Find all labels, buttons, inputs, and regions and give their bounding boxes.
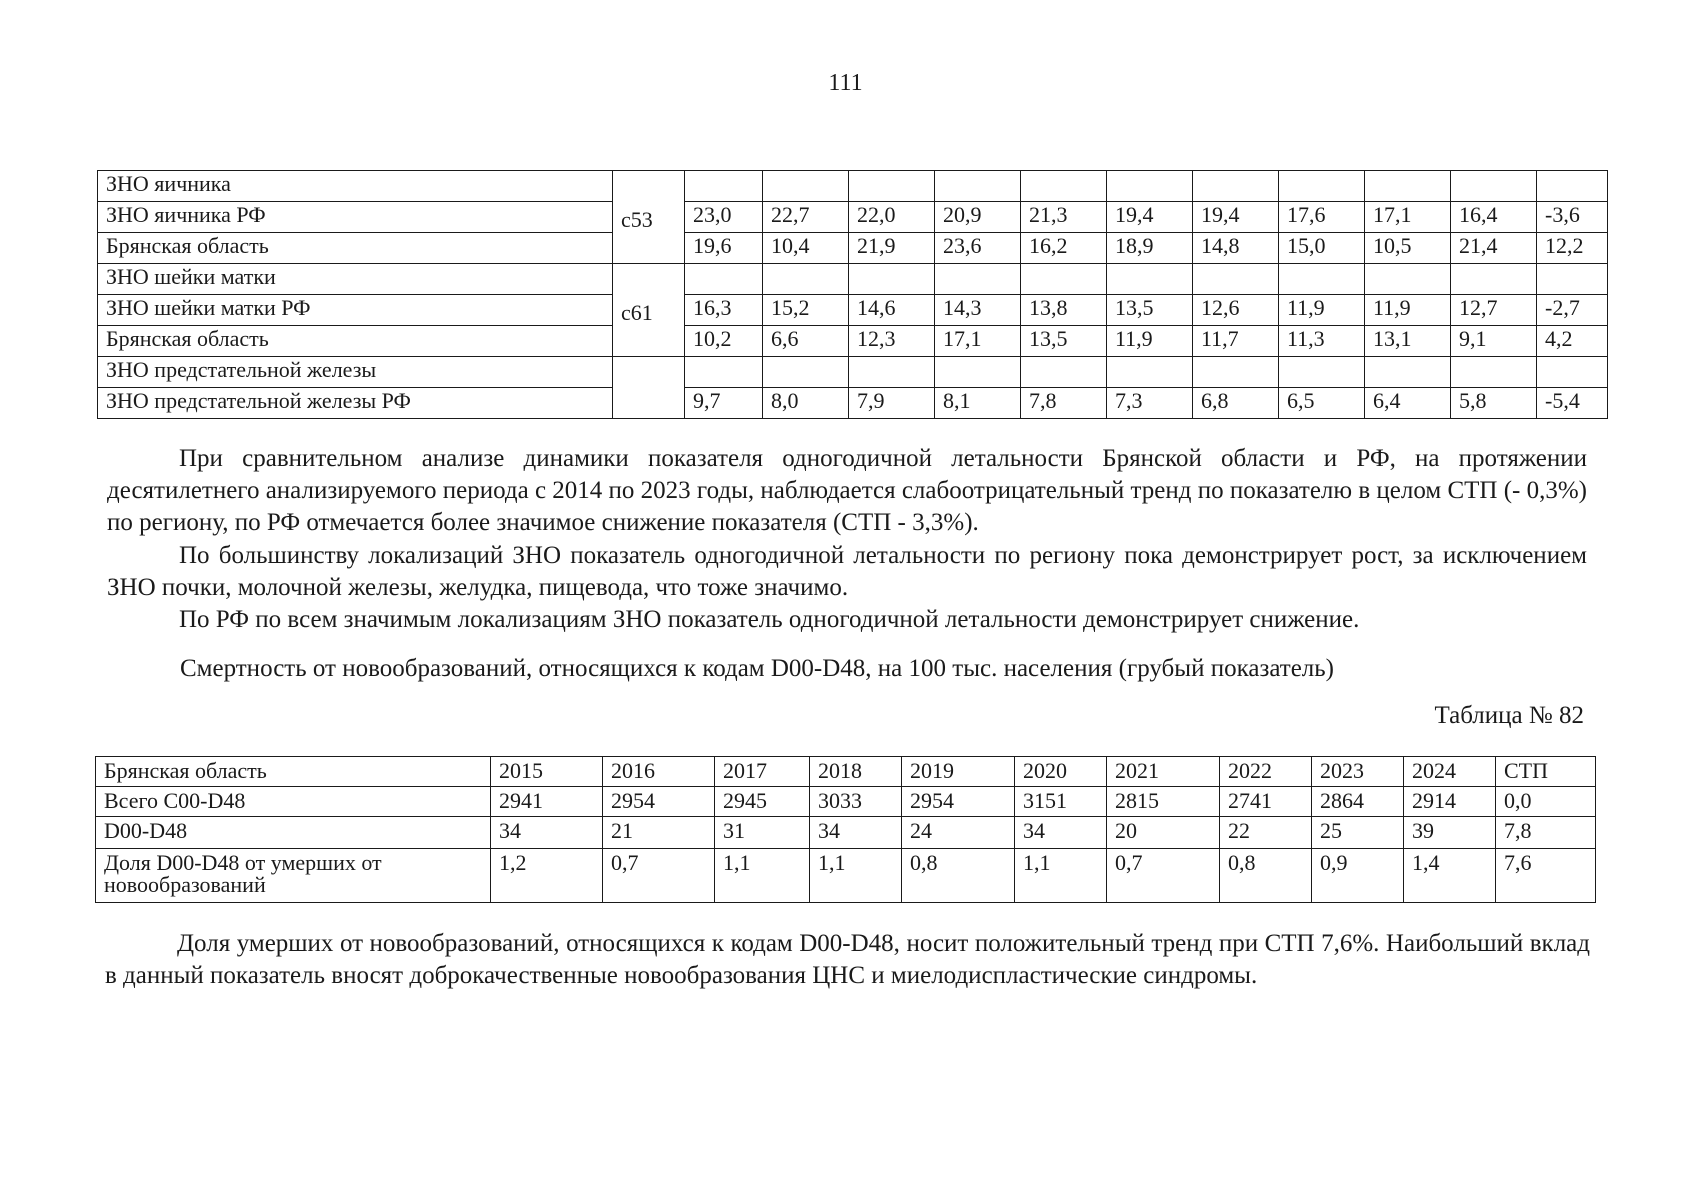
mortality-by-site-table (97, 170, 1608, 419)
value-cell: 14,8 (1193, 233, 1279, 264)
conclusion-paragraph: Доля умерших от новообразований, относящихся к кодам D00-D48, носит положительный тренд при СТП 7,6%. Наибольший вклад в данный показатель вносят доброкачественные новообразования ЦНС и миелодиспластические синдромы. (105, 930, 1590, 989)
value-cell: 22,0 (849, 202, 935, 233)
row-label: Всего C00-D48 (96, 787, 491, 817)
value-cell (1193, 357, 1279, 388)
value-cell (1279, 357, 1365, 388)
value-cell: 17,6 (1279, 202, 1365, 233)
value-cell (1107, 264, 1193, 295)
value-cell: 0,8 (902, 849, 1015, 903)
value-cell (685, 264, 763, 295)
value-cell (763, 357, 849, 388)
value-cell: 10,4 (763, 233, 849, 264)
value-cell: 9,1 (1451, 326, 1537, 357)
table-row (98, 202, 1608, 233)
value-cell (1107, 171, 1193, 202)
value-cell: 7,8 (1496, 817, 1596, 849)
value-cell (1451, 264, 1537, 295)
table-row (96, 817, 1596, 849)
value-cell: 20 (1107, 817, 1220, 849)
value-cell: 6,6 (763, 326, 849, 357)
value-cell: 2914 (1404, 787, 1496, 817)
value-cell: 14,3 (935, 295, 1021, 326)
value-cell: 0,7 (1107, 849, 1220, 903)
value-cell: 23,6 (935, 233, 1021, 264)
table-row (96, 787, 1596, 817)
value-cell: 19,6 (685, 233, 763, 264)
value-cell: 2954 (902, 787, 1015, 817)
table-row (98, 171, 1608, 202)
value-cell: 23,0 (685, 202, 763, 233)
value-cell: 16,2 (1021, 233, 1107, 264)
value-cell: 16,4 (1451, 202, 1537, 233)
value-cell: 1,1 (810, 849, 902, 903)
value-cell: 0,8 (1220, 849, 1312, 903)
value-cell: 4,2 (1537, 326, 1608, 357)
value-cell (763, 264, 849, 295)
value-cell (1193, 264, 1279, 295)
value-cell: 5,8 (1451, 388, 1537, 419)
value-cell: 6,5 (1279, 388, 1365, 419)
row-label: ЗНО яичника РФ (98, 202, 613, 233)
value-cell: 18,9 (1107, 233, 1193, 264)
header-cell: 2024 (1404, 757, 1496, 787)
value-cell: 24 (902, 817, 1015, 849)
value-cell: 1,1 (715, 849, 810, 903)
value-cell: 9,7 (685, 388, 763, 419)
value-cell: 17,1 (935, 326, 1021, 357)
value-cell: 19,4 (1107, 202, 1193, 233)
value-cell: 13,5 (1107, 295, 1193, 326)
table-number-label: Таблица № 82 (1434, 702, 1584, 729)
value-cell: 21,9 (849, 233, 935, 264)
value-cell: 15,2 (763, 295, 849, 326)
table-caption: Смертность от новообразований, относящихся к кодам D00-D48, на 100 тыс. населения (грубый показатель) (180, 655, 1334, 682)
icd-code-cell: c61 (613, 264, 685, 357)
value-cell (935, 357, 1021, 388)
value-cell (1279, 171, 1365, 202)
value-cell (1279, 264, 1365, 295)
value-cell: 11,9 (1107, 326, 1193, 357)
table-row (98, 388, 1608, 419)
value-cell: 0,7 (603, 849, 715, 903)
value-cell: 0,0 (1496, 787, 1596, 817)
value-cell (1193, 171, 1279, 202)
value-cell: 31 (715, 817, 810, 849)
value-cell (849, 357, 935, 388)
header-cell: 2023 (1312, 757, 1404, 787)
value-cell (763, 171, 849, 202)
value-cell: 13,8 (1021, 295, 1107, 326)
value-cell: 2864 (1312, 787, 1404, 817)
value-cell (1365, 171, 1451, 202)
value-cell (1451, 357, 1537, 388)
table-row (98, 295, 1608, 326)
header-cell: 2020 (1015, 757, 1107, 787)
value-cell: 15,0 (1279, 233, 1365, 264)
rf-paragraph: По РФ по всем значимым локализациям ЗНО показатель одногодичной летальности демонстрирует снижение. (179, 606, 1360, 633)
header-cell: 2016 (603, 757, 715, 787)
value-cell: 34 (491, 817, 603, 849)
value-cell: 12,3 (849, 326, 935, 357)
header-row (96, 757, 1596, 787)
icd-code-cell: c53 (613, 171, 685, 264)
value-cell (1451, 171, 1537, 202)
value-cell: 7,6 (1496, 849, 1596, 903)
value-cell (1021, 264, 1107, 295)
value-cell (1021, 171, 1107, 202)
value-cell: 34 (810, 817, 902, 849)
value-cell: 1,2 (491, 849, 603, 903)
icd-code-cell (613, 357, 685, 419)
table-row (98, 264, 1608, 295)
value-cell: -2,7 (1537, 295, 1608, 326)
value-cell: 11,9 (1279, 295, 1365, 326)
value-cell (1537, 264, 1608, 295)
value-cell (685, 171, 763, 202)
value-cell: 21 (603, 817, 715, 849)
value-cell: 16,3 (685, 295, 763, 326)
value-cell (935, 171, 1021, 202)
header-cell: 2022 (1220, 757, 1312, 787)
row-label: ЗНО шейки матки РФ (98, 295, 613, 326)
value-cell: 6,4 (1365, 388, 1451, 419)
header-cell: 2021 (1107, 757, 1220, 787)
value-cell (685, 357, 763, 388)
value-cell: -3,6 (1537, 202, 1608, 233)
value-cell (1021, 357, 1107, 388)
value-cell: 8,1 (935, 388, 1021, 419)
value-cell: 21,3 (1021, 202, 1107, 233)
value-cell: 12,2 (1537, 233, 1608, 264)
value-cell (849, 264, 935, 295)
value-cell: 7,8 (1021, 388, 1107, 419)
header-cell: 2019 (902, 757, 1015, 787)
header-cell: 2017 (715, 757, 810, 787)
value-cell (849, 171, 935, 202)
value-cell: 22 (1220, 817, 1312, 849)
row-label: ЗНО предстательной железы РФ (98, 388, 613, 419)
value-cell: 25 (1312, 817, 1404, 849)
value-cell: 1,1 (1015, 849, 1107, 903)
table-row (98, 326, 1608, 357)
value-cell: 13,5 (1021, 326, 1107, 357)
table-row (98, 357, 1608, 388)
analysis-paragraph: При сравнительном анализе динамики показателя одногодичной летальности Брянской области и РФ, на протяжении десятилетнего анализируемого периода с 2014 по 2023 годы, наблюдается слабоотрицательный тренд по показателю в целом СТП (- 0,3%) по региону, по РФ отмечается более значимое снижение показателя (СТП - 3,3%). (107, 445, 1587, 536)
value-cell: 11,9 (1365, 295, 1451, 326)
value-cell: 19,4 (1193, 202, 1279, 233)
value-cell: -5,4 (1537, 388, 1608, 419)
header-cell: 2018 (810, 757, 902, 787)
value-cell: 6,8 (1193, 388, 1279, 419)
row-label: Брянская область (98, 233, 613, 264)
value-cell (1365, 357, 1451, 388)
value-cell: 22,7 (763, 202, 849, 233)
value-cell: 3033 (810, 787, 902, 817)
value-cell: 11,7 (1193, 326, 1279, 357)
value-cell (1537, 171, 1608, 202)
table-row (98, 233, 1608, 264)
value-cell: 1,4 (1404, 849, 1496, 903)
value-cell: 12,7 (1451, 295, 1537, 326)
value-cell: 10,2 (685, 326, 763, 357)
value-cell: 12,6 (1193, 295, 1279, 326)
value-cell: 13,1 (1365, 326, 1451, 357)
value-cell: 0,9 (1312, 849, 1404, 903)
value-cell: 39 (1404, 817, 1496, 849)
value-cell (1537, 357, 1608, 388)
value-cell: 2954 (603, 787, 715, 817)
row-label: ЗНО предстательной железы (98, 357, 613, 388)
row-label: Брянская область (98, 326, 613, 357)
d00-d48-mortality-table (95, 756, 1596, 903)
row-label: ЗНО шейки матки (98, 264, 613, 295)
row-label: Доля D00-D48 от умерших от новообразований (96, 849, 491, 903)
value-cell (1365, 264, 1451, 295)
header-cell: 2015 (491, 757, 603, 787)
value-cell: 7,9 (849, 388, 935, 419)
value-cell: 2741 (1220, 787, 1312, 817)
value-cell (1107, 357, 1193, 388)
value-cell: 7,3 (1107, 388, 1193, 419)
value-cell: 10,5 (1365, 233, 1451, 264)
value-cell: 17,1 (1365, 202, 1451, 233)
table-row (96, 849, 1596, 903)
value-cell: 20,9 (935, 202, 1021, 233)
header-cell: Брянская область (96, 757, 491, 787)
value-cell: 2815 (1107, 787, 1220, 817)
value-cell: 14,6 (849, 295, 935, 326)
header-cell: СТП (1496, 757, 1596, 787)
localizations-paragraph: По большинству локализаций ЗНО показатель одногодичной летальности по региону пока демонстрирует рост, за исключением ЗНО почки, молочной железы, желудка, пищевода, что тоже значимо. (107, 542, 1587, 601)
value-cell: 8,0 (763, 388, 849, 419)
value-cell: 21,4 (1451, 233, 1537, 264)
value-cell: 11,3 (1279, 326, 1365, 357)
value-cell (935, 264, 1021, 295)
value-cell: 34 (1015, 817, 1107, 849)
value-cell: 2945 (715, 787, 810, 817)
value-cell: 2941 (491, 787, 603, 817)
value-cell: 3151 (1015, 787, 1107, 817)
row-label: D00-D48 (96, 817, 491, 849)
page-number: 111 (828, 70, 863, 96)
row-label: ЗНО яичника (98, 171, 613, 202)
